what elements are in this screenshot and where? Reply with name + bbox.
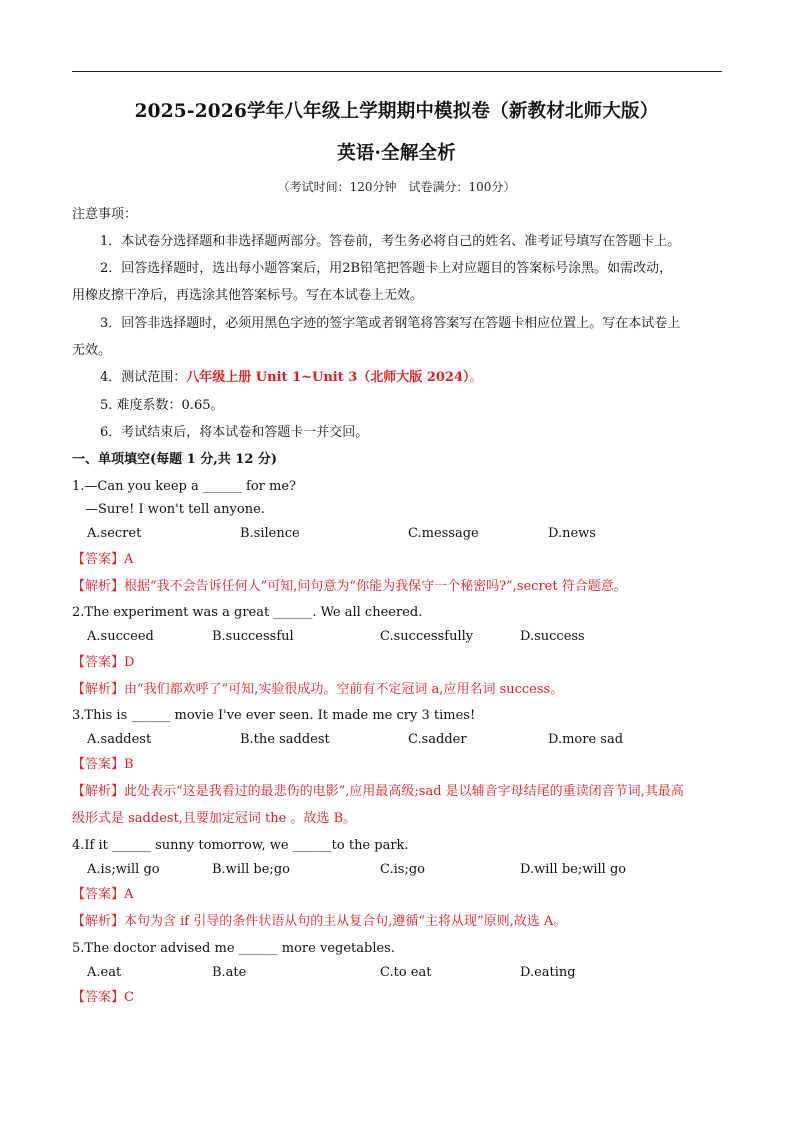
question-5-answer: 【答案】C: [72, 990, 134, 1005]
exam-info: （考试时间：120分钟 试卷满分：100分）: [277, 180, 516, 194]
question-1-stem-2: —Sure! I won't tell anyone.: [85, 502, 265, 517]
question-1-analysis: 【解析】根据“我不会告诉任何人”可知,问句意为“你能为我保守一个秘密吗?”,secret 符合题意。: [72, 579, 627, 594]
question-1-answer: 【答案】A: [72, 552, 134, 567]
question-1-option-a: A.secret: [87, 526, 142, 541]
question-3-option-b: B.the saddest: [240, 732, 330, 747]
question-5-option-c: C.to eat: [380, 965, 432, 980]
question-3-answer: 【答案】B: [72, 757, 134, 772]
page-title: 2025-2026学年八年级上学期期中模拟卷（新教材北师大版）: [134, 101, 659, 122]
question-1-option-b: B.silence: [240, 526, 300, 541]
question-5-stem: 5.The doctor advised me ______ more vegetables.: [72, 941, 395, 956]
notice-item-6: 6．考试结束后，将本试卷和答题卡一并交回。: [100, 425, 369, 440]
notice-heading: 注意事项：: [72, 207, 138, 222]
question-4-option-b: B.will be;go: [212, 862, 290, 877]
notice-item-4-prefix: 4．测试范围：: [100, 370, 187, 385]
question-3-option-c: C.sadder: [408, 732, 467, 747]
question-2-option-a: A.succeed: [87, 629, 154, 644]
question-3-analysis-cont: 级形式是 saddest,且要加定冠词 the 。故选 B。: [72, 811, 357, 826]
question-2-stem: 2.The experiment was a great ______. We all cheered.: [72, 605, 423, 620]
question-2-option-b: B.successful: [212, 629, 294, 644]
question-2-option-c: C.successfully: [380, 629, 474, 644]
question-1-option-c: C.message: [408, 526, 479, 541]
question-2-option-d: D.success: [520, 629, 585, 644]
question-3-option-a: A.saddest: [87, 732, 152, 747]
question-4-option-d: D.will be;will go: [520, 862, 627, 877]
question-5-option-b: B.ate: [212, 965, 247, 980]
question-1-stem: 1.—Can you keep a ______ for me?: [72, 479, 296, 494]
question-4-analysis: 【解析】本句为含 if 引导的条件状语从句的主从复合句,遵循“主将从现”原则,故选 A。: [72, 914, 567, 929]
question-1-option-d: D.news: [548, 526, 596, 541]
question-3-stem: 3.This is ______ movie I've ever seen. It made me cry 3 times!: [72, 708, 476, 723]
notice-item-2: 2．回答选择题时，选出每小题答案后，用2B铅笔把答题卡上对应题目的答案标号涂黑。如需改动，: [100, 261, 673, 276]
question-3-analysis: 【解析】此处表示“这是我看过的最悲伤的电影”,应用最高级;sad 是以辅音字母结尾的重读闭音节词,其最高: [72, 784, 684, 799]
question-2-analysis: 【解析】由“我们都欢呼了”可知,实验很成功。空前有不定冠词 a,应用名词 success。: [72, 682, 564, 697]
question-4-option-c: C.is;go: [380, 862, 425, 877]
question-4-answer: 【答案】A: [72, 887, 134, 902]
question-5-option-d: D.eating: [520, 965, 576, 980]
notice-item-4-scope: 八年级上册 Unit 1~Unit 3（北师大版 2024）: [186, 370, 470, 385]
notice-item-1: 1．本试卷分选择题和非选择题两部分。答卷前，考生务必将自己的姓名、准考证号填写在答题卡上。: [100, 234, 681, 249]
notice-item-3-cont: 无效。: [72, 343, 112, 358]
notice-item-4-suffix: 。: [469, 370, 483, 385]
header-rule: [72, 71, 722, 72]
notice-item-5: 5. 难度系数：0.65。: [100, 398, 224, 413]
question-4-option-a: A.is;will go: [87, 862, 160, 877]
notice-item-4: [100, 370, 483, 386]
question-2-answer: 【答案】D: [72, 655, 135, 670]
page-subtitle: 英语·全解全析: [337, 143, 456, 164]
notice-item-2-cont: 用橡皮擦干净后，再选涂其他答案标号。写在本试卷上无效。: [72, 288, 424, 303]
question-4-stem: 4.If it ______ sunny tomorrow, we ______to the park.: [72, 838, 409, 853]
question-5-option-a: A.eat: [87, 965, 122, 980]
notice-item-3: 3．回答非选择题时，必须用黑色字迹的签字笔或者钢笔将答案写在答题卡相应位置上。写在本试卷上: [100, 316, 681, 331]
section-title: 一、单项填空(每题 1 分,共 12 分): [72, 452, 278, 467]
question-3-option-d: D.more sad: [548, 732, 624, 747]
